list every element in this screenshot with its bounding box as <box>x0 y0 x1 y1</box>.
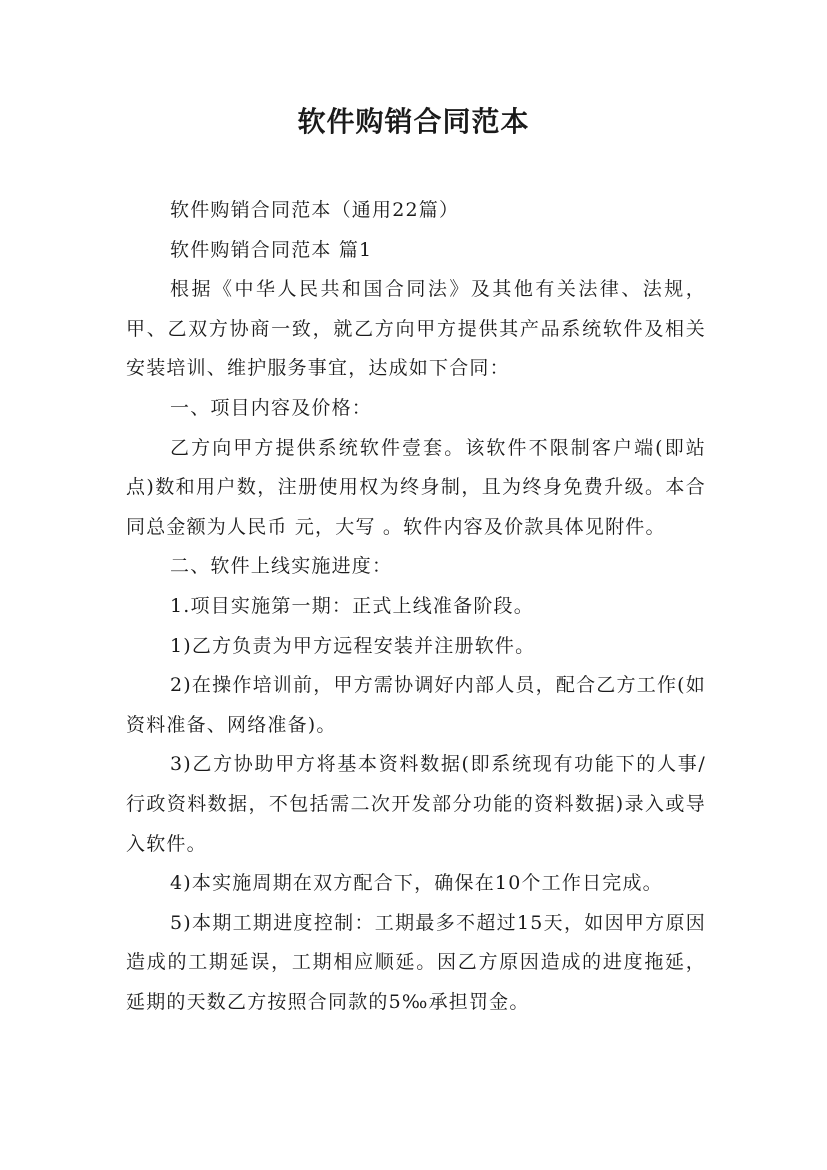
list-item-3: 3)乙方协助甲方将基本资料数据(即系统现有功能下的人事/行政资料数据，不包括需二次开发部分功能的资料数据)录入或导入软件。 <box>126 753 706 855</box>
clause-heading-2: 二、软件上线实施进度： <box>170 555 393 578</box>
phase-1-heading: 1.项目实施第一期：正式上线准备阶段。 <box>170 594 534 617</box>
document-body <box>126 191 706 1022</box>
clause-heading-1: 一、项目内容及价格： <box>170 396 373 419</box>
list-item-2: 2)在操作培训前，甲方需协调好内部人员，配合乙方工作(如资料准备、网络准备)。 <box>126 674 706 736</box>
list-item-5: 5)本期工期进度控制：工期最多不超过15天，如因甲方原因造成的工期延误，工期相应顺延。因乙方原因造成的进度拖延，延期的天数乙方按照合同款的5‰承担罚金。 <box>126 911 706 1013</box>
subtitle-paragraph: 软件购销合同范本（通用22篇） <box>170 199 460 221</box>
document-title: 软件购销合同范本 <box>297 105 530 138</box>
preamble-paragraph: 根据《中华人民共和国合同法》及其他有关法律、法规，甲、乙双方协商一致，就乙方向甲方提供其产品系统软件及相关安装培训、维护服务事宜，达成如下合同： <box>126 278 706 380</box>
list-item-1: 1)乙方负责为甲方远程安装并注册软件。 <box>170 634 536 657</box>
clause-1-paragraph: 乙方向甲方提供系统软件壹套。该软件不限制客户端(即站点)数和用户数，注册使用权为终身制，且为终身免费升级。本合同总金额为人民币 元，大写 。软件内容及价款具体见附件。 <box>126 436 706 538</box>
section-heading-part-1: 软件购销合同范本 篇1 <box>170 238 373 261</box>
list-item-4: 4)本实施周期在双方配合下，确保在10个工作日完成。 <box>170 872 663 895</box>
